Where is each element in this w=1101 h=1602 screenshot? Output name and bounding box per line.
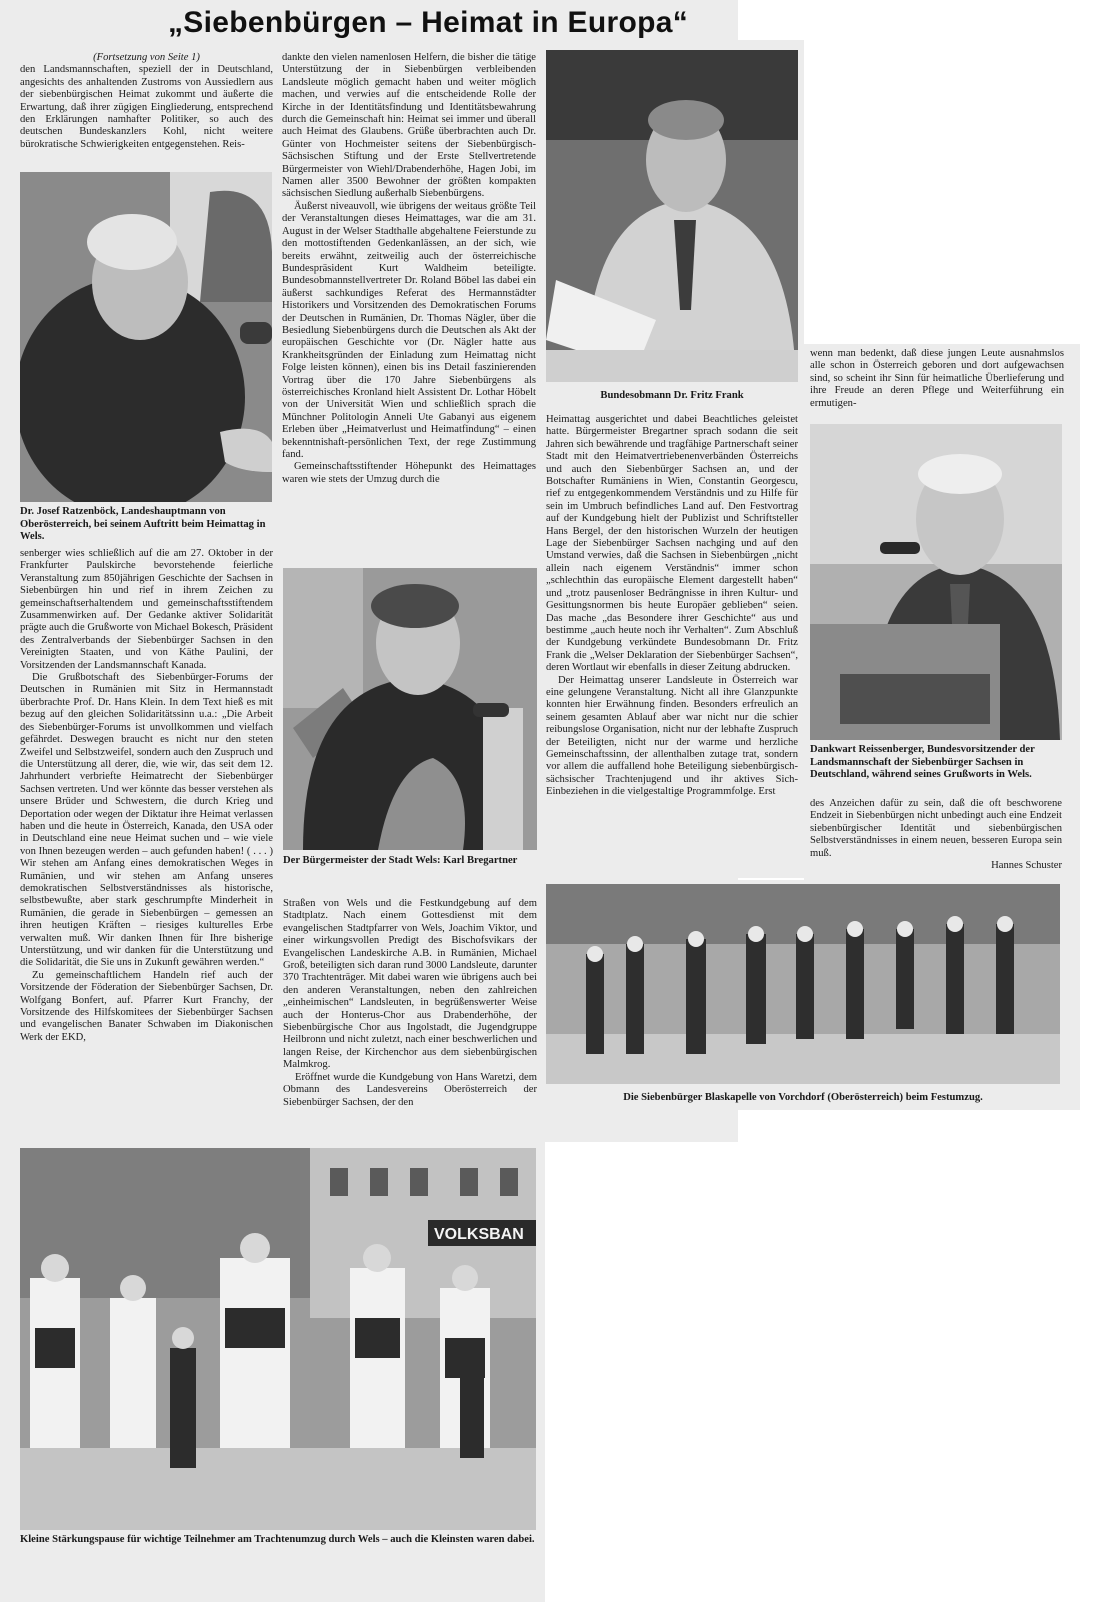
photo-trachtenumzug [20,1148,536,1530]
paragraph: Äußerst niveauvoll, wie übrigens der weitaus größte Teil der Veranstaltungen dieses Heimattages, war die am 31. August in der Welser Stadthalle abgehaltene Feierstunde zu den mottostiftenden Gedenkanlässen, an der sich, wie bereits erwähnt, zeitweilig auch der österreichische Bundespräsident Kurt Waldheim beteiligte. Bundesobmannstellvertreter Dr. Roland Böbel las dabei ein äußerst sachkundiges Referat des Hermannstädter Historikers und Vorsitzenden des Demokratischen Forums der Deutschen in Rumänien, Dr. Thomas Nägler, über die Besiedlung Siebenbürgens durch die Deutschen als Akt der europäischen Geschichte vor (Dr. Nägler hatte aus Krankheitsgründen der Einladung zum Heimattag nicht Folge leisten können), einen bis ins Detail faszinierenden Vortrag über die 170 Jahre Siebenbürgens als österreichisches Kronland hielt Assistent Dr. Lothar Höbelt von der Universität Wien und schließlich sprach die Münchner Politologin Anneli Ute Gabanyi aus eigenem Erleben über „Heimatverlust und Heimatfindung“ – einen bekenntnishaft-persönlichen Text, der rege Zustimmung fand. [282,200,536,460]
continuation-note: (Fortsetzung von Seite 1) [93,52,200,63]
paragraph: Der Heimattag unserer Landsleute in Österreich war eine gelungene Veranstaltung. Nicht all ihre Glanzpunkte konnten hier Erwähnung finden. Besonders erfreulich an seinem gesamten Ablauf aber war nicht nur die schier reibungslose Organisation, nicht nur der lebhafte Zuspruch der Beteiligten, nicht nur der warme und herzliche Gemeinschaftssinn, der allenthalben zutage trat, sondern vor allem die auffallend hohe Beteiligung siebenbürgisch-sächsischer Trachtenjugend und ihr aktives Sich-Einbeziehen in die vielgestaltige Programmfolge. Erst [546,674,798,798]
column-1-top [20,52,273,170]
column-2-bottom [283,898,537,1138]
caption-bregartner: Der Bürgermeister der Stadt Wels: Karl Bregartner [283,855,518,866]
paragraph: senberger wies schließlich auf die am 27. Oktober in der Frankfurter Paulskirche bevorstehende feierliche Veranstaltung zum 850jährigen Geschichte der Sachsen in Siebenbürgen hin und rief in ihrem Zeichen zu gemeinschaftserhaltendem und gemeinschaftsstiftendem Zusammenwirken auf. Der Gedanke aktiver Solidarität prägte auch die Grußworte von Michael Bokesch, Präsident des Zentralverbands der Siebenbürger Sachsen in den Vereinigten Staaten, und von Käthe Paulini, der Vorsitzenden der Landsmannschaft Kanada. [20,548,273,671]
paragraph: Zu gemeinschaftlichem Handeln rief auch der Vorsitzende der Föderation der Siebenbürger Sachsen, Dr. Wolfgang Bonfert, auf. Pfarrer Kurt Franchy, der Vorsitzende des Hilfskomitees der Siebenbürger Sachsen und evangelischen Banater Schwaben im Diakonischen Werk der EKD, [20,969,273,1043]
paragraph: Eröffnet wurde die Kundgebung von Hans Waretzi, dem Obmann des Landesvereins Oberösterreich der Siebenbürger Sachsen, der den [283,1071,537,1108]
column-3 [546,414,798,880]
column-2-top [282,52,536,562]
caption-reissenberger: Dankwart Reissenberger, Bundesvorsitzender der Landsmannschaft der Siebenbürger Sachsen in Deutschland, während seines Grußworts in Wels. [810,744,1035,781]
caption-blaskapelle: Die Siebenbürger Blaskapelle von Vorchdorf (Oberösterreich) beim Festumzug. [623,1092,983,1103]
photo-reissenberger [810,424,1062,740]
paragraph: den Landsmannschaften, speziell der in Deutschland, angesichts des anhaltenden Zustroms von Aussiedlern aus der siebenbürgischen Heimat zukommt und äußerte die Erwartung, daß ihrer zügigen Eingliederung, entsprechend den Erklärungen namhafter Politiker, so auch des deutschen Bundeskanzlers Kohl, nicht weitere bürokratische Schwierigkeiten entgegenstehen. Reis- [20,64,273,150]
column-1-bottom [20,548,273,1138]
paragraph: Heimattag ausgerichtet und dabei Beachtliches geleistet hatte. Bürgermeister Bregartner sprach sodann die seit Jahren sich bewährende und tragfähige Partnerschaft seiner Stadt mit den Heimatvertriebenenverbänden Österreichs und auch den Siebenbürger Sachsen an, und der Botschafter Rumäniens in Wien, Constantin Georgescu, rief zu entgegenkommendem Verständnis und zu Hilfe für sein im Umbruch befindliches Land auf. Den Festvortrag auf der Kundgebung hielt der Publizist und Schriftsteller Hans Bergel, der den historischen Wurzeln der heutigen Lage der Siebenbürger Sachsen nachging und auf den Umstand verwies, daß die Sachsen in Siebenbürgen „nicht allein nach eigenem Verständnis“ immer schon „schlechthin das europäische Element dargestellt haben“ und „trotz pausenloser Bedrängnisse in ihren Kultur- und Gesittungsnormen bis heute Europäer geblieben“ seien. Das mache „das Besondere ihrer Geschichte“ aus und bestimme „auch heute noch ihr Verhalten“. Zum Abschluß der Kundgebung verkündete Bundesobmann Dr. Fritz Frank die „Welser Deklaration der Siebenbürger Sachsen“, deren Wortlaut wir ebenfalls in dieser Zeitung abdrucken. [546,414,798,674]
column-4-top [810,348,1064,414]
photo-frank [546,50,798,382]
caption-ratzenboeck: Dr. Josef Ratzenböck, Landeshauptmann von Oberösterreich, bei seinem Auftritt beim Heimattag in Wels. [20,506,266,543]
photo-ratzenboeck [20,172,272,502]
column-4-bottom [810,798,1062,876]
caption-frank: Bundesobmann Dr. Fritz Frank [600,390,744,401]
paragraph: Gemeinschaftsstiftender Höhepunkt des Heimattages waren wie stets der Umzug durch die [282,461,536,485]
headline: „Siebenbürgen – Heimat in Europa“ [168,6,688,39]
photo-bregartner [283,568,537,850]
paragraph: Straßen von Wels und die Festkundgebung auf dem Stadtplatz. Nach einem Gottesdienst mit dem evangelischen Stadtpfarrer von Wels, Joachim Viktor, und einer wirkungsvollen Predigt des Bischofsvikars der Evangelischen Landeskirche A.B. in Rumänien, Michael Groß, beteiligten sich daran rund 3000 Landsleute, darunter 370 Trachtenträger. Mit dabei waren wie übrigens auch bei den anderen Veranstaltungen, neben den zahlreichen „einheimischen“ Landsleuten, in begrüßenswerter Weise auch der Honterus-Chor aus Drabenderhöhe, der Siebenbürgische Chor aus Ingolstadt, die Jugendgruppe Heilbronn und nicht zuletzt, nach einer beschwerlichen und langen Reise, der Kirchenchor aus dem siebenbürgischen Malmkrog. [283,898,537,1071]
paragraph: wenn man bedenkt, daß diese jungen Leute ausnahmslos alle schon in Österreich geboren und dort aufgewachsen sind, so scheint ihr Sinn für heimatliche Überlieferung und ihre Freude an deren Pflege und Weiterführung ein ermutigen- [810,348,1064,409]
photo-blaskapelle [546,884,1060,1084]
paragraph: des Anzeichen dafür zu sein, daß die oft beschworene Endzeit in Siebenbürgen nicht unbedingt auch eine Endzeit siebenbürgischer Identität und siebenbürgischen Selbstverständnisses in einem neuen, besseren Europa sein muß. [810,798,1062,859]
author: Hannes Schuster [991,860,1062,872]
paragraph: Die Grußbotschaft des Siebenbürger-Forums der Deutschen in Rumänien mit Sitz in Hermannstadt überbrachte Prof. Dr. Hans Klein. In dem Text hieß es mit bezug auf den gleichen Solidaritätssinn u.a.: „Die Arbeit des Siebenbürger-Forums ist unvollkommen und vielfach gefährdet. Deswegen braucht es nicht nur den steten Zweifel und Selbstzweifel, sondern auch den Zuspruch und die Unterstützung all derer, die, wie wir, das seit dem 12. Jahrhundert verbriefte Heimatrecht der Siebenbürger Sachsen vertreten. Und wer könnte das besser verstehen als unsere Brüder und Schwestern, die durch Krieg und Deportation oder wegen der Diktatur ihre Heimat verlassen haben und die heute in Österreich, Kanada, den USA oder in Deutschland eine neue Heimat suchen und – wie viele von Ihnen bezeugen werden – auch gefunden haben! ( . . . ) Wir stehen am Anfang eines demokratischen Weges in Rumänien, und wir stehen am Anfang unseres demokratischen Selbstverständnisses als historische, selbstbewußte, aber stark geschrumpfte Minderheit in Rumänien, die gerade in Siebenbürgen – gemessen an ihren heutigen Kräften – riesiges kulturelles Erbe verwalten muß. Wir danken Ihnen für Ihre bisherige Unterstützung, und wir danken für die Unterstützung und die Solidarität, die Sie uns in Zukunft gewähren werden.“ [20,672,273,969]
paragraph: dankte den vielen namenlosen Helfern, die bisher die tätige Unterstützung der in Siebenbürgen verbleibenden Landsleute möglich gemacht haben und weiter möglich machen, und verwies auf die entscheidende Rolle der Kirche in der Identitätsfindung und Identitätsbewahrung durch die Gemeinschaft hin: Heimat sei immer und überall auch Heimat des Glaubens. Grüße überbrachten auch Dr. Günter von Hochmeister seitens der Siebenbürgisch-Sächsischen Stiftung und der Erste Stellvertretende Bürgermeister von Wiehl/Drabenderhöhe, Hagen Jobi, im Namen aller 3500 Bewohner der größten kompakten sächsischen Siedlung außerhalb Siebenbürgens. [282,52,536,200]
caption-trachtenumzug: Kleine Stärkungspause für wichtige Teilnehmer am Trachtenumzug durch Wels – auch die Kleinsten waren dabei. [20,1534,535,1545]
volksbank-sign: VOLKSBAN [434,1226,524,1243]
